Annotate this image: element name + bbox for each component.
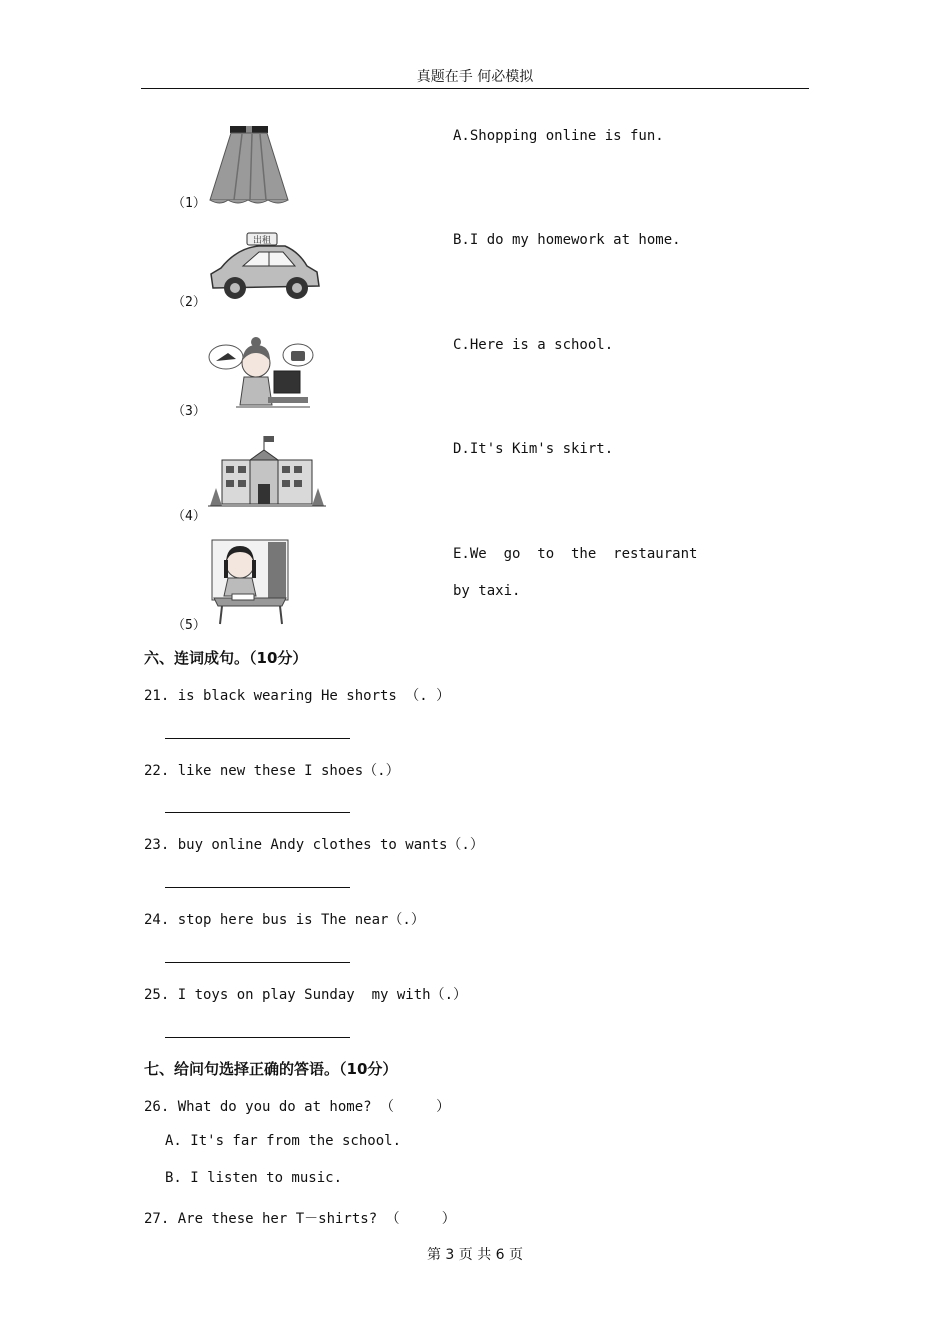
question-23: 23. buy online Andy clothes to wants（.） — [144, 837, 484, 853]
girl-doing-homework-icon — [210, 538, 290, 626]
question-26-option-b: B. I listen to music. — [165, 1170, 343, 1186]
match-option-d: D.It's Kim's skirt. — [453, 441, 614, 457]
page-number-footer: 第 3 页 共 6 页 — [426, 1247, 524, 1263]
question-26: 26. What do you do at home? （ ） — [144, 1099, 451, 1115]
question-21: 21. is black wearing He shorts （. ） — [144, 688, 451, 704]
header-divider — [141, 88, 809, 89]
question-26-option-a: A. It's far from the school. — [165, 1133, 402, 1149]
question-22: 22. like new these I shoes（.） — [144, 763, 400, 779]
school-building-icon — [208, 434, 326, 516]
svg-text:出租: 出租 — [252, 236, 272, 246]
question-25: 25. I toys on play Sunday my with（.） — [144, 987, 468, 1003]
match-item-1-label: （1） — [172, 196, 206, 211]
answer-line-24[interactable] — [165, 962, 350, 963]
match-item-3-label: （3） — [172, 404, 206, 419]
match-option-a: A.Shopping online is fun. — [453, 128, 664, 144]
section-7-title: 七、给问句选择正确的答语。（10分） — [144, 1060, 398, 1078]
match-option-b: B.I do my homework at home. — [453, 232, 681, 248]
answer-line-25[interactable] — [165, 1037, 350, 1038]
question-27: 27. Are these her T－shirts? （ ） — [144, 1211, 456, 1227]
match-item-5-label: （5） — [172, 618, 206, 633]
answer-line-21[interactable] — [165, 738, 350, 739]
match-option-e-line2: by taxi. — [453, 583, 521, 599]
taxi-icon — [207, 230, 323, 304]
match-item-2-label: （2） — [172, 295, 206, 310]
match-item-4-label: （4） — [172, 509, 206, 524]
answer-line-22[interactable] — [165, 812, 350, 813]
answer-line-23[interactable] — [165, 887, 350, 888]
match-option-c: C.Here is a school. — [453, 337, 614, 353]
section-6-title: 六、连词成句。（10分） — [144, 649, 308, 667]
page-header-title: 真题在手 何必模拟 — [416, 69, 534, 85]
question-24: 24. stop here bus is The near（.） — [144, 912, 425, 928]
girl-shopping-online-icon — [206, 333, 316, 413]
match-option-e-line1: E.We go to the restaurant — [453, 546, 698, 562]
skirt-icon — [208, 124, 292, 208]
